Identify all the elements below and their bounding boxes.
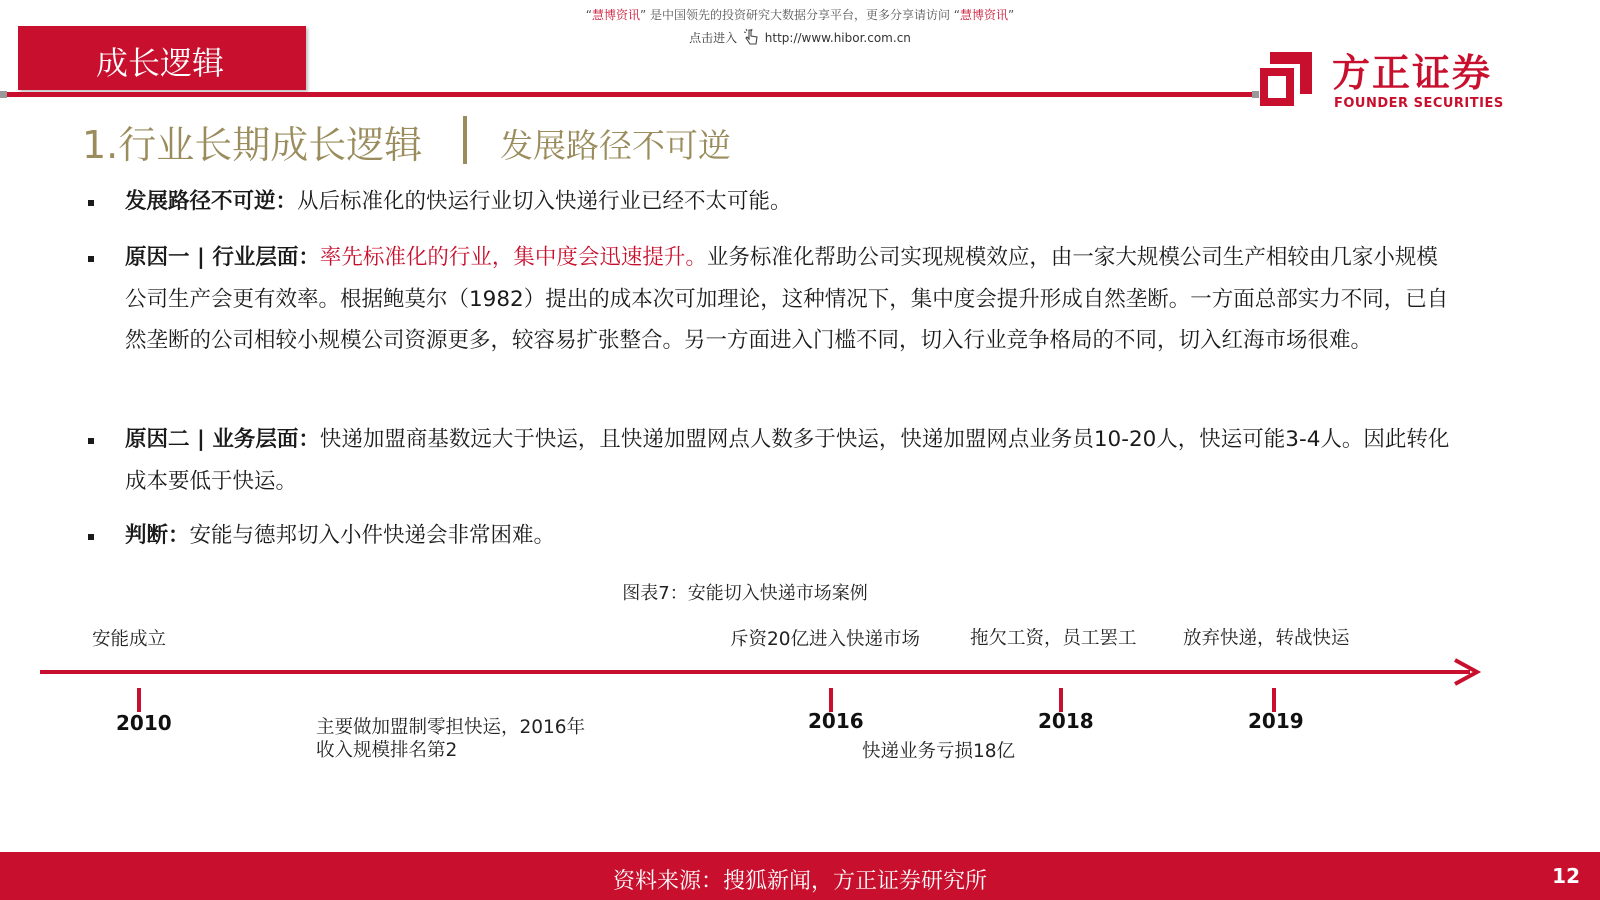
watermark-line-1 (0, 6, 1600, 23)
logo-chinese-name: 方正证券 (1332, 51, 1493, 95)
timeline-axis (0, 655, 1600, 695)
header-rule (0, 92, 1254, 97)
watermark-brand: 慧博资讯 (591, 8, 640, 22)
timeline-tick (137, 688, 141, 712)
bullet-text: 从后标准化的快运行业切入快递行业已经不太可能。 (297, 189, 792, 214)
bullet-label: 原因二 | 业务层面： (125, 427, 320, 452)
founder-logo-icon (1256, 48, 1316, 110)
bullet-item (125, 181, 1455, 223)
bullet-text: 快递加盟商基数远大于快运，且快递加盟网点人数多于快运，快递加盟网点业务员10-20人，快运可能3-4人。因此转化成本要低于快运。 (125, 427, 1450, 494)
timeline-year: 2019 (1248, 709, 1304, 733)
bullet-marker (88, 200, 94, 206)
bullet-highlight: 率先标准化的行业，集中度会迅速提升。 (319, 245, 707, 270)
bullet-item (125, 419, 1455, 502)
section-tab (18, 26, 306, 90)
timeline-event-below: 快递业务亏损18亿 (862, 741, 1016, 762)
timeline-event-above: 放弃快递，转战快运 (1183, 628, 1350, 649)
bullet-marker (88, 438, 94, 444)
bullet-item (125, 237, 1455, 362)
page-title: 1.行业长期成长逻辑 (82, 123, 423, 167)
bullet-label: 发展路径不可逆： (125, 189, 298, 214)
bullet-marker (88, 256, 94, 262)
page-number: 12 (1552, 864, 1580, 888)
watermark-link[interactable]: http://www.hibor.com.cn (764, 31, 911, 45)
bullet-item (125, 515, 1455, 557)
timeline-year: 2016 (808, 709, 864, 733)
timeline-event-below: 主要做加盟制零担快运，2016年 收入规模排名第2 (316, 717, 586, 761)
bullet-marker (88, 534, 94, 540)
title-divider (463, 116, 467, 164)
timeline-event-above: 拖欠工资，员工罢工 (970, 628, 1137, 649)
section-tab-label: 成长逻辑 (96, 44, 225, 82)
watermark-quote: “ (585, 8, 592, 22)
source-note: 资料来源：搜狐新闻，方正证券研究所 (612, 869, 987, 894)
logo-english-name: FOUNDER SECURITIES (1334, 96, 1504, 111)
bullet-label: 判断： (125, 523, 190, 548)
watermark-brand: 慧博资讯 (960, 8, 1009, 22)
timeline-event-above: 斥资20亿进入快递市场 (730, 629, 921, 650)
bullet-label: 原因一 | 行业层面： (125, 245, 320, 270)
timeline-event-above: 安能成立 (92, 629, 167, 650)
bullet-text: 业务标准化帮助公司实现规模效应，由一家大规模公司生产相较由几家小规模公司生产会更有效率。根据鲍莫尔（1982）提出的成本次可加理论，这种情况下，集中度会提升形成自然垄断。一方面总部实力不同，已自然垄断的公司相较小规模公司资源更多，较容易扩张整合。另一方面进入门槛不同，切入行业竞争格局的不同，切入红海市场很难。 (125, 245, 1449, 353)
figure-title: 图表7：安能切入快递市场案例 (622, 583, 868, 604)
watermark-quote: ” (1008, 8, 1015, 22)
watermark-enter-text: 点击进入 (689, 31, 738, 45)
timeline-year: 2018 (1038, 709, 1094, 733)
header-rule-cap (0, 91, 7, 98)
hand-pointer-icon (743, 28, 759, 46)
watermark-text: ” 是中国领先的投资研究大数据分享平台，更多分享请访问 “ (639, 8, 961, 22)
bullet-text: 安能与德邦切入小件快递会非常困难。 (189, 523, 556, 548)
page-subtitle: 发展路径不可逆 (500, 126, 731, 165)
timeline-year: 2010 (116, 711, 172, 735)
